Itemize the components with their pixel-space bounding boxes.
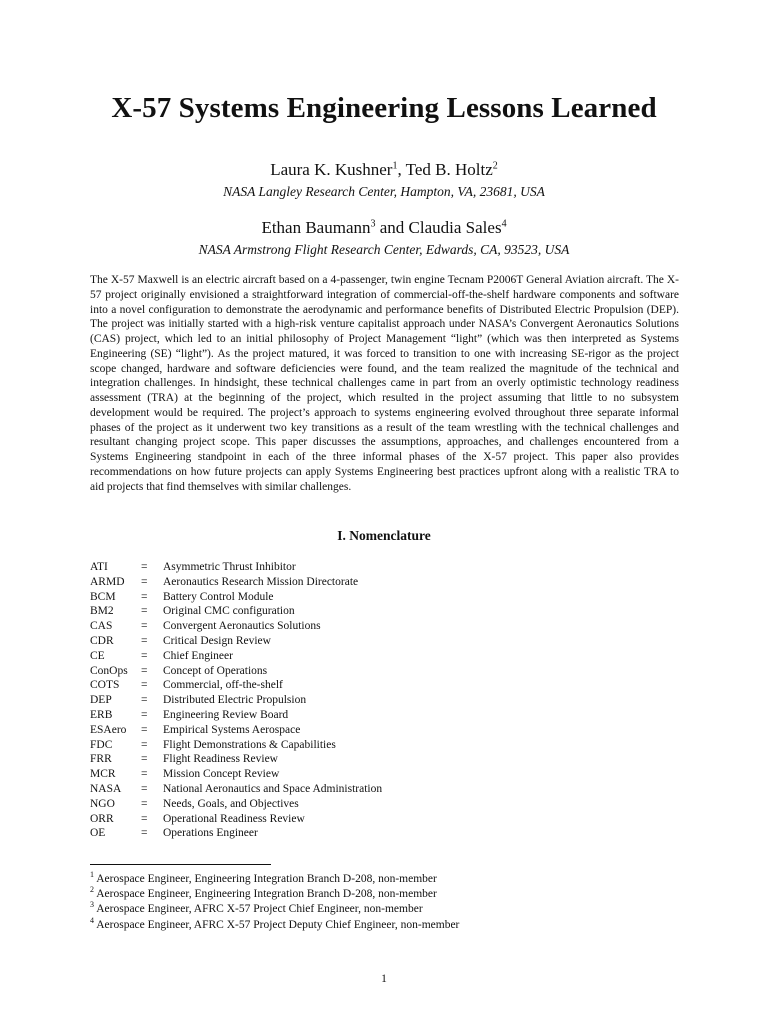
nomenclature-abbreviation: BM2	[90, 605, 114, 618]
nomenclature-definition: Operations Engineer	[163, 827, 258, 840]
nomenclature-equals: =	[141, 634, 148, 647]
author-name: Claudia Sales	[408, 218, 502, 237]
nomenclature-row	[90, 826, 590, 841]
author-line-1	[0, 160, 768, 180]
nomenclature-row	[90, 664, 590, 679]
nomenclature-definition: Convergent Aeronautics Solutions	[163, 620, 321, 633]
nomenclature-abbreviation: CAS	[90, 620, 113, 633]
nomenclature-definition: National Aeronautics and Space Administration	[163, 782, 383, 795]
nomenclature-abbreviation: MCR	[90, 768, 116, 781]
nomenclature-abbreviation: ORR	[90, 812, 114, 825]
nomenclature-equals: =	[141, 575, 148, 588]
nomenclature-row	[90, 812, 590, 827]
nomenclature-row	[90, 560, 590, 575]
section-heading-nomenclature: I. Nomenclature	[337, 528, 431, 543]
nomenclature-equals: =	[141, 827, 148, 840]
nomenclature-row	[90, 634, 590, 649]
abstract: The X-57 Maxwell is an electric aircraft based on a 4-passenger, twin engine Tecnam P2006T General Aviation aircraft. The X-57 project originally envisioned a straightforward integration of commercial-off-the-shelf hardware components and software into a novel configuration to demonstrate the aerodynamic and performance benefits of Distributed Electric Propulsion (DEP). The project was initially started with a high-risk venture capitalist approach under NASA’s Convergent Aeronautics Solutions (CAS) project, which led to an initial philosophy of Project Management “light” (which was then interpreted as Systems Engineering (SE) “light”). As the project matured, it was forced to transition to one with increasing SE-rigor as the project scope changed, hardware and software deficiencies were found, and the team realized the magnitude of the technical and integration challenges. In hindsight, these technical challenges came in part from an overly optimistic technology readiness assessment (TRA) at the beginning of the project, which resulted in the project assuming that little to no subsystem development would be required. The project’s approach to systems engineering evolved throughout three separate informal phases of the project as it underwent two key transitions as a result of the team wrestling with the technical challenges and resultant changing project scope. This paper discusses the assumptions, approaches, and challenges encountered from a Systems Engineering standpoint in each of the three informal phases of the X-57 project. This paper also provides recommendations on how future projects can apply Systems Engineering best practices upfront along with a realistic TRA to aid projects that find themselves with similar challenges.	[90, 274, 679, 493]
nomenclature-equals: =	[141, 753, 148, 766]
nomenclature-definition: Engineering Review Board	[163, 708, 289, 721]
nomenclature-equals: =	[141, 738, 148, 751]
nomenclature-definition: Original CMC configuration	[163, 605, 295, 618]
author-footnote-marker: 1	[392, 160, 398, 172]
nomenclature-definition: Battery Control Module	[163, 590, 274, 603]
nomenclature-abbreviation: ARMD	[90, 575, 125, 588]
nomenclature-definition: Chief Engineer	[163, 649, 233, 662]
footnote-number: 4	[90, 915, 94, 925]
footnote-divider	[90, 864, 271, 865]
nomenclature-equals: =	[141, 664, 148, 677]
author-name: Ethan Baumann	[261, 218, 371, 237]
footnote-text: Aerospace Engineer, AFRC X-57 Project Chief Engineer, non-member	[94, 903, 423, 916]
nomenclature-abbreviation: BCM	[90, 590, 116, 603]
nomenclature-definition: Empirical Systems Aerospace	[163, 723, 301, 736]
nomenclature-definition: Commercial, off-the-shelf	[163, 679, 283, 692]
nomenclature-abbreviation: DEP	[90, 694, 112, 707]
paper-title: X-57 Systems Engineering Lessons Learned	[111, 92, 657, 124]
nomenclature-equals: =	[141, 561, 148, 573]
nomenclature-abbreviation: ConOps	[90, 664, 128, 677]
nomenclature-equals: =	[141, 620, 148, 633]
nomenclature-definition: Concept of Operations	[163, 664, 268, 677]
nomenclature-row	[90, 693, 590, 708]
nomenclature-abbreviation: CE	[90, 649, 105, 662]
nomenclature-abbreviation: CDR	[90, 634, 114, 647]
nomenclature-abbreviation: COTS	[90, 679, 120, 692]
author-name: Ted B. Holtz	[405, 160, 493, 179]
nomenclature-abbreviation: FDC	[90, 738, 113, 751]
nomenclature-equals: =	[141, 694, 148, 707]
author-line-2	[0, 218, 768, 238]
nomenclature-equals: =	[141, 679, 148, 692]
author-name: Laura K. Kushner	[270, 160, 393, 179]
nomenclature-list	[90, 560, 590, 841]
nomenclature-equals: =	[141, 768, 148, 781]
nomenclature-abbreviation: ESAero	[90, 723, 127, 736]
footnotes	[90, 872, 679, 933]
nomenclature-row	[90, 723, 590, 738]
nomenclature-row	[90, 752, 590, 767]
author-footnote-marker: 4	[501, 218, 507, 230]
nomenclature-abbreviation: FRR	[90, 753, 112, 766]
nomenclature-row	[90, 678, 590, 693]
nomenclature-definition: Critical Design Review	[163, 634, 271, 647]
nomenclature-row	[90, 738, 590, 753]
nomenclature-abbreviation: ATI	[90, 561, 108, 573]
footnote-text: Aerospace Engineer, AFRC X-57 Project Deputy Chief Engineer, non-member	[94, 918, 460, 931]
affiliation-2: NASA Armstrong Flight Research Center, Edwards, CA, 93523, USA	[198, 242, 570, 257]
nomenclature-definition: Needs, Goals, and Objectives	[163, 797, 299, 810]
nomenclature-abbreviation: OE	[90, 827, 106, 840]
nomenclature-definition: Flight Demonstrations & Capabilities	[163, 738, 336, 751]
footnote-number: 3	[90, 900, 94, 910]
affiliation-1: NASA Langley Research Center, Hampton, VA, 23681, USA	[223, 184, 545, 199]
nomenclature-abbreviation: NASA	[90, 782, 122, 795]
footnote-number: 1	[90, 870, 94, 880]
nomenclature-equals: =	[141, 723, 148, 736]
nomenclature-definition: Operational Readiness Review	[163, 812, 305, 825]
nomenclature-definition: Distributed Electric Propulsion	[163, 694, 307, 707]
nomenclature-row	[90, 782, 590, 797]
nomenclature-row	[90, 590, 590, 605]
author-separator: and	[375, 218, 409, 237]
footnote-number: 2	[90, 885, 94, 895]
nomenclature-definition: Flight Readiness Review	[163, 753, 278, 766]
page-number: 1	[381, 973, 387, 985]
footnote	[90, 915, 679, 933]
nomenclature-row	[90, 649, 590, 664]
nomenclature-equals: =	[141, 649, 148, 662]
nomenclature-equals: =	[141, 708, 148, 721]
footnote	[90, 872, 679, 887]
footnote	[90, 902, 679, 917]
nomenclature-equals: =	[141, 590, 148, 603]
nomenclature-definition: Aeronautics Research Mission Directorate	[163, 575, 359, 588]
nomenclature-equals: =	[141, 812, 148, 825]
nomenclature-row	[90, 604, 590, 619]
nomenclature-row	[90, 797, 590, 812]
nomenclature-equals: =	[141, 782, 148, 795]
footnote-text: Aerospace Engineer, Engineering Integration Branch D-208, non-member	[94, 888, 437, 901]
author-separator: ,	[397, 160, 406, 179]
nomenclature-row	[90, 708, 590, 723]
footnote-text: Aerospace Engineer, Engineering Integration Branch D-208, non-member	[94, 873, 437, 885]
author-footnote-marker: 3	[370, 218, 376, 230]
nomenclature-definition: Mission Concept Review	[163, 768, 280, 781]
nomenclature-row	[90, 619, 590, 634]
author-footnote-marker: 2	[492, 160, 498, 172]
nomenclature-equals: =	[141, 797, 148, 810]
footnote	[90, 887, 679, 902]
nomenclature-abbreviation: NGO	[90, 797, 115, 810]
nomenclature-definition: Asymmetric Thrust Inhibitor	[163, 561, 296, 573]
nomenclature-row	[90, 767, 590, 782]
nomenclature-row	[90, 575, 590, 590]
nomenclature-abbreviation: ERB	[90, 708, 113, 721]
nomenclature-equals: =	[141, 605, 148, 618]
